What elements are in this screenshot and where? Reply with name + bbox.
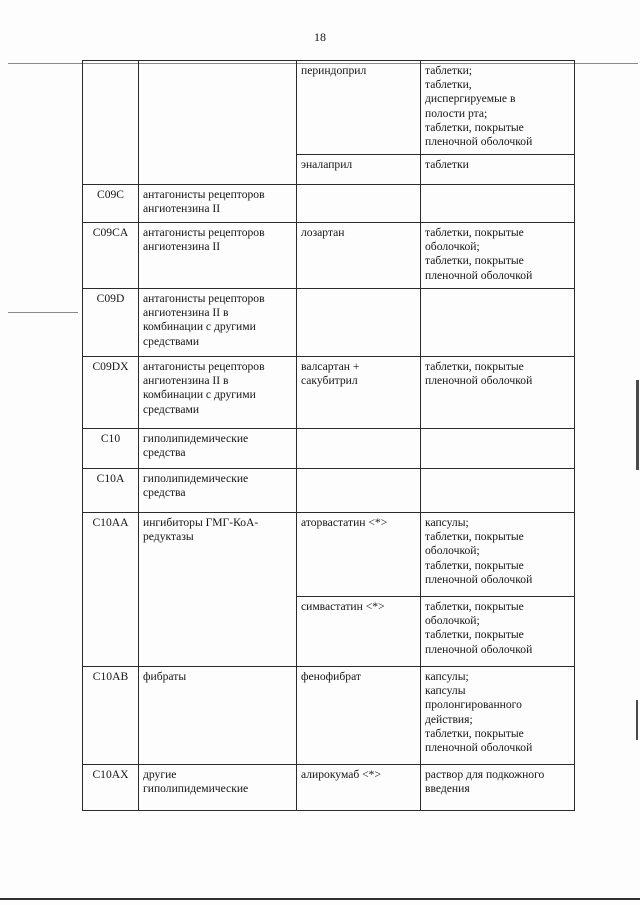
group-name-cell (139, 289, 297, 357)
group-name-cell (139, 223, 297, 289)
group-line: другие (143, 768, 177, 781)
form-line: таблетки, покрытые (425, 226, 524, 239)
group-line: ангиотензина II в (143, 374, 229, 388)
substance-line: периндоприл (301, 64, 367, 77)
substance-cell (297, 289, 421, 357)
form-line: таблетки, покрытые (425, 726, 524, 740)
group-line: ангиотензина II (143, 240, 221, 254)
dosage-form-cell (421, 597, 575, 667)
table-row (83, 61, 575, 155)
atc-code-cell: C10AB (83, 667, 139, 765)
form-line: пленочной оболочкой (425, 741, 533, 755)
substance-cell (297, 223, 421, 289)
atc-code-cell: C09D (83, 289, 139, 357)
dosage-form-cell (421, 357, 575, 429)
form-line: таблетки, покрытые (425, 254, 524, 268)
dosage-form-cell (421, 223, 575, 289)
group-line: ангиотензина II в (143, 306, 229, 320)
group-name-cell (139, 765, 297, 811)
group-name-cell (139, 429, 297, 469)
group-line: средства (143, 446, 186, 460)
atc-code-cell: C10AX (83, 765, 139, 811)
form-line: таблетки, покрытые (425, 530, 524, 544)
atc-code-cell: C10AA (83, 513, 139, 667)
group-line: гиполипидемические (143, 472, 249, 485)
group-name-cell (139, 357, 297, 429)
atc-code-cell: C09CA (83, 223, 139, 289)
group-line: комбинации с другими (143, 388, 256, 402)
substance-cell (297, 185, 421, 223)
group-name-cell (139, 513, 297, 667)
substance-cell (297, 765, 421, 811)
form-line: пленочной оболочкой (425, 135, 533, 149)
form-line: таблетки, покрытые (425, 600, 524, 613)
substance-line: лозартан (301, 226, 345, 239)
substance-cell (297, 429, 421, 469)
form-line: диспергируемые в (425, 92, 516, 106)
substance-cell (297, 357, 421, 429)
drug-table (82, 60, 575, 811)
atc-code-cell: C09DX (83, 357, 139, 429)
group-line: гиполипидемические (143, 782, 249, 796)
substance-line: сакубитрил (301, 374, 358, 388)
substance-line: симвастатин <*> (301, 600, 385, 613)
page-number: 18 (314, 30, 326, 44)
group-name-cell (139, 667, 297, 765)
dosage-form-cell (421, 185, 575, 223)
substance-cell (297, 667, 421, 765)
form-line: действия; (425, 712, 473, 726)
dosage-form-cell (421, 155, 575, 185)
dosage-form-cell (421, 469, 575, 513)
side-scan-rule (8, 312, 78, 313)
dosage-form-cell (421, 61, 575, 155)
table-row (83, 289, 575, 357)
table-row (83, 429, 575, 469)
atc-code-cell: C10A (83, 469, 139, 513)
form-line: таблетки, покрытые (425, 628, 524, 642)
atc-code-cell (83, 61, 139, 185)
dosage-form-cell (421, 289, 575, 357)
form-line: таблетки, покрытые (425, 120, 524, 134)
group-name-cell (139, 469, 297, 513)
group-line: антагонисты рецепторов (143, 360, 265, 373)
form-line: пленочной оболочкой (425, 642, 533, 656)
group-line: средствами (143, 334, 200, 348)
dosage-form-cell (421, 513, 575, 597)
dosage-form-cell (421, 667, 575, 765)
form-line: оболочкой; (425, 544, 480, 558)
form-line: пленочной оболочкой (425, 268, 533, 282)
form-line: таблетки, (425, 78, 472, 92)
group-line: ангиотензина II (143, 202, 221, 216)
substance-cell (297, 61, 421, 155)
form-line: таблетки, покрытые (425, 360, 524, 373)
dosage-form-cell (421, 765, 575, 811)
form-line: таблетки; (425, 64, 473, 77)
group-line: комбинации с другими (143, 320, 256, 334)
group-line: гиполипидемические (143, 432, 249, 445)
group-line: антагонисты рецепторов (143, 292, 265, 305)
substance-cell (297, 513, 421, 597)
group-line: редуктазы (143, 530, 194, 544)
substance-line: фенофибрат (301, 670, 361, 683)
form-line: оболочкой; (425, 614, 480, 628)
form-line: раствор для подкожного (425, 768, 545, 781)
group-line: средствами (143, 402, 200, 416)
form-line: капсулы; (425, 516, 469, 529)
table-row (83, 469, 575, 513)
form-line: введения (425, 782, 470, 796)
bottom-scan-rule (0, 898, 640, 900)
scan-edge-mark (636, 700, 638, 740)
substance-cell (297, 597, 421, 667)
form-line: таблетки, покрытые (425, 558, 524, 572)
form-line: капсулы (425, 684, 466, 698)
dosage-form-cell (421, 429, 575, 469)
substance-line: эналаприл (301, 158, 353, 171)
table-row (83, 513, 575, 597)
table-row (83, 765, 575, 811)
table-row (83, 667, 575, 765)
table-row (83, 223, 575, 289)
group-line: ингибиторы ГМГ-КоА- (143, 516, 259, 529)
scan-edge-mark (636, 380, 639, 470)
substance-line: валсартан + (301, 360, 360, 373)
group-line: средства (143, 486, 186, 500)
substance-cell (297, 155, 421, 185)
form-line: пролонгированного (425, 698, 522, 712)
group-line: фибраты (143, 670, 187, 683)
atc-code-cell: C09C (83, 185, 139, 223)
table-row (83, 357, 575, 429)
group-line: антагонисты рецепторов (143, 188, 265, 201)
group-line: антагонисты рецепторов (143, 226, 265, 239)
substance-cell (297, 469, 421, 513)
table-row (83, 185, 575, 223)
substance-line: алирокумаб <*> (301, 768, 382, 781)
form-line: пленочной оболочкой (425, 572, 533, 586)
substance-line: аторвастатин <*> (301, 516, 388, 529)
form-line: полости рта; (425, 106, 488, 120)
form-line: оболочкой; (425, 240, 480, 254)
form-line: капсулы; (425, 670, 469, 683)
form-line: таблетки (425, 158, 469, 171)
group-name-cell (139, 185, 297, 223)
form-line: пленочной оболочкой (425, 374, 533, 388)
group-name-cell (139, 61, 297, 185)
atc-code-cell: C10 (83, 429, 139, 469)
